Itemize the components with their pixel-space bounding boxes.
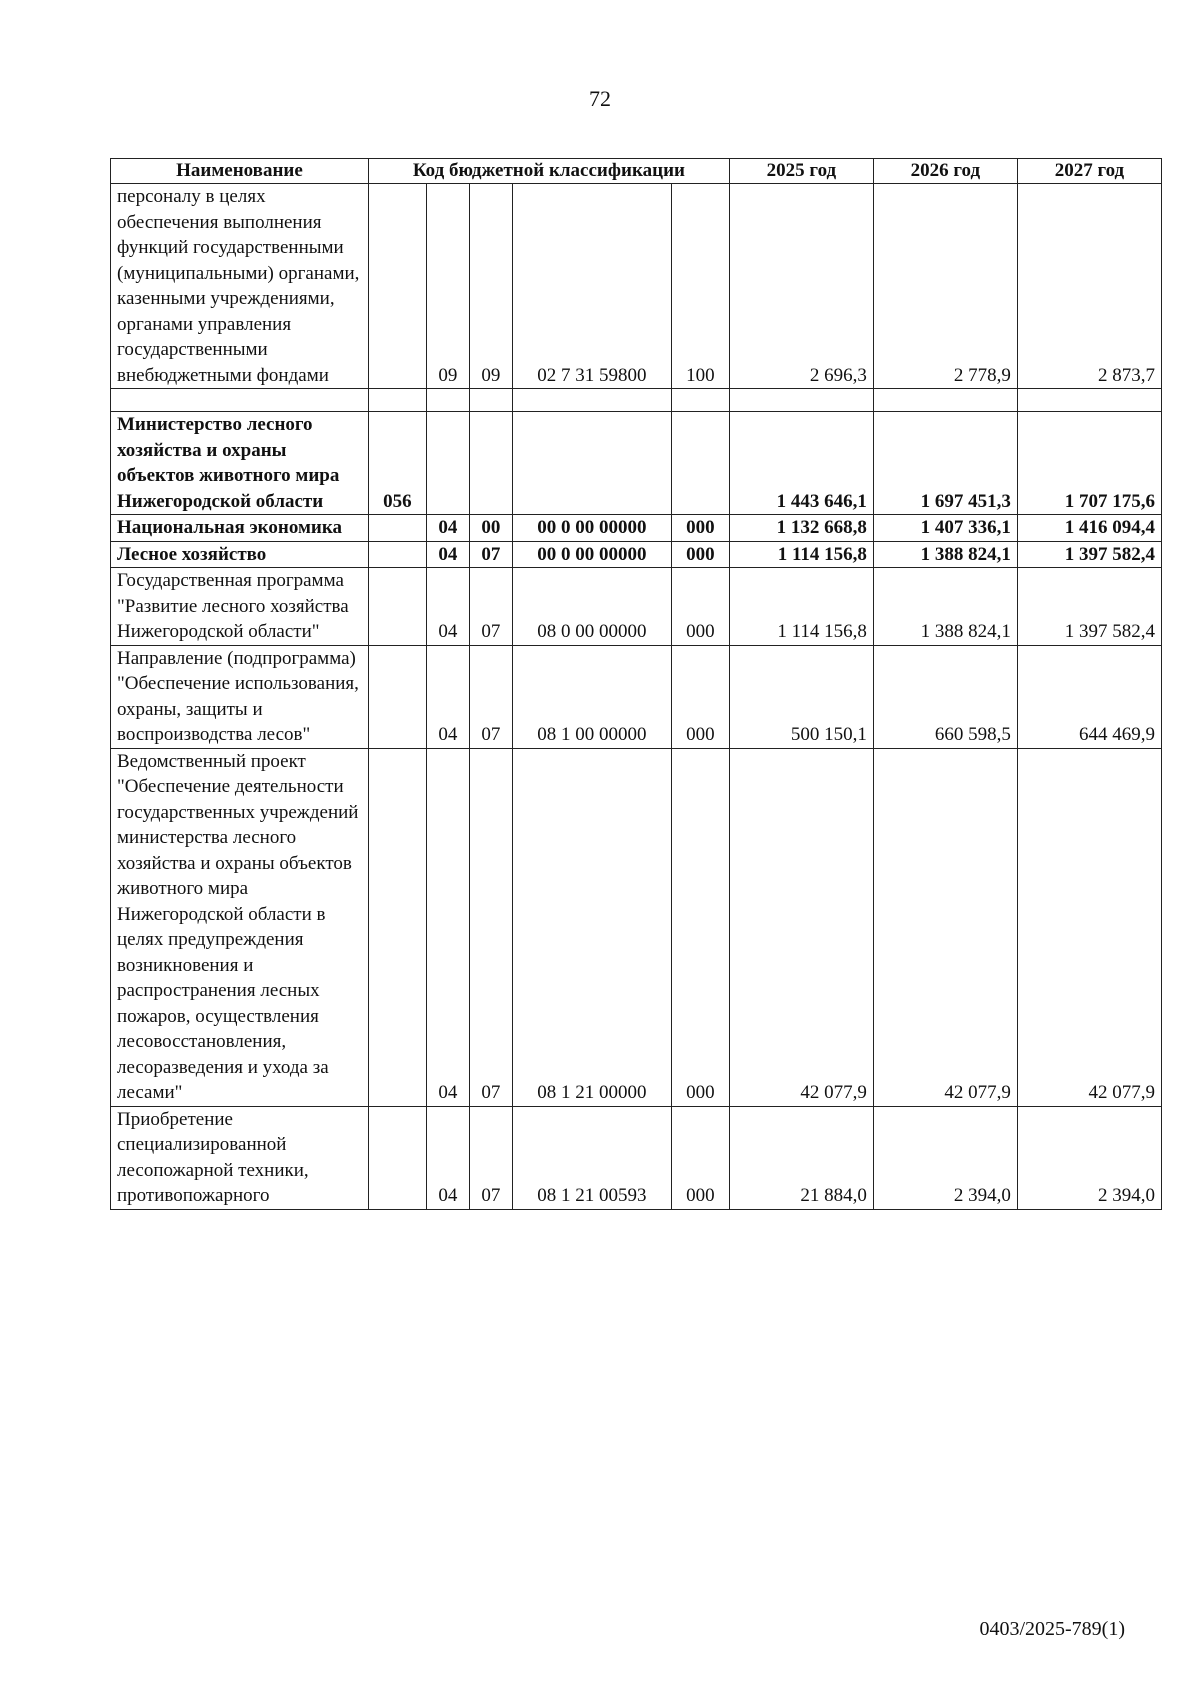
value-2025: 21 884,0 xyxy=(729,1106,873,1209)
table-row xyxy=(111,515,1162,542)
code-subsection: 07 xyxy=(469,541,512,568)
row-name: Приобретение специализированной лесопожарной техники, противопожарного xyxy=(111,1106,369,1209)
header-name: Наименование xyxy=(111,159,369,184)
code-section: 04 xyxy=(426,1106,469,1209)
code-ministry xyxy=(368,748,426,1106)
row-name: Лесное хозяйство xyxy=(111,541,369,568)
document-code: 0403/2025-789(1) xyxy=(979,1618,1125,1640)
value-2026: 2 394,0 xyxy=(873,1106,1017,1209)
code-expense-type: 000 xyxy=(671,568,729,646)
code-subsection: 07 xyxy=(469,568,512,646)
value-2025: 1 114 156,8 xyxy=(729,541,873,568)
value-2027: 1 397 582,4 xyxy=(1017,568,1161,646)
value-2027: 1 416 094,4 xyxy=(1017,515,1161,542)
spacer-row xyxy=(111,389,1162,412)
code-target: 08 1 21 00593 xyxy=(512,1106,671,1209)
code-section: 04 xyxy=(426,748,469,1106)
value-2025: 1 132 668,8 xyxy=(729,515,873,542)
code-target: 00 0 00 00000 xyxy=(512,515,671,542)
code-ministry xyxy=(368,568,426,646)
code-target: 00 0 00 00000 xyxy=(512,541,671,568)
page-number: 72 xyxy=(589,86,611,111)
code-section: 04 xyxy=(426,568,469,646)
code-expense-type: 000 xyxy=(671,541,729,568)
value-2025: 42 077,9 xyxy=(729,748,873,1106)
row-name: Министерство лесного хозяйства и охраны объектов животного мира Нижегородской области xyxy=(111,412,369,515)
table-row xyxy=(111,568,1162,646)
value-2026: 2 778,9 xyxy=(873,184,1017,389)
value-2027: 1 397 582,4 xyxy=(1017,541,1161,568)
table-row xyxy=(111,645,1162,748)
value-2027: 42 077,9 xyxy=(1017,748,1161,1106)
code-target xyxy=(512,412,671,515)
code-ministry xyxy=(368,515,426,542)
header-2026: 2026 год xyxy=(873,159,1017,184)
code-section: 04 xyxy=(426,645,469,748)
code-expense-type: 000 xyxy=(671,515,729,542)
header-2027: 2027 год xyxy=(1017,159,1161,184)
row-name: Направление (подпрограмма) "Обеспечение использования, охраны, защиты и воспроизводства лесов" xyxy=(111,645,369,748)
code-ministry xyxy=(368,184,426,389)
value-2027: 2 394,0 xyxy=(1017,1106,1161,1209)
code-subsection: 09 xyxy=(469,184,512,389)
value-2026: 42 077,9 xyxy=(873,748,1017,1106)
row-name: Национальная экономика xyxy=(111,515,369,542)
code-expense-type: 000 xyxy=(671,1106,729,1209)
code-section: 04 xyxy=(426,515,469,542)
code-expense-type xyxy=(671,412,729,515)
code-expense-type: 000 xyxy=(671,748,729,1106)
code-ministry xyxy=(368,541,426,568)
row-name: Государственная программа "Развитие лесного хозяйства Нижегородской области" xyxy=(111,568,369,646)
header-row xyxy=(111,159,1162,184)
table-row xyxy=(111,184,1162,389)
code-section: 09 xyxy=(426,184,469,389)
code-subsection xyxy=(469,412,512,515)
code-ministry: 056 xyxy=(368,412,426,515)
code-ministry xyxy=(368,645,426,748)
row-name: персоналу в целях обеспечения выполнения функций государственными (муниципальными) органами, казенными учреждениями, органами управления государственными внебюджетными фондами xyxy=(111,184,369,389)
value-2027: 2 873,7 xyxy=(1017,184,1161,389)
code-target: 02 7 31 59800 xyxy=(512,184,671,389)
table-row xyxy=(111,748,1162,1106)
value-2026: 1 388 824,1 xyxy=(873,568,1017,646)
code-expense-type: 100 xyxy=(671,184,729,389)
code-expense-type: 000 xyxy=(671,645,729,748)
budget-table xyxy=(110,158,1162,1210)
code-target: 08 0 00 00000 xyxy=(512,568,671,646)
header-2025: 2025 год xyxy=(729,159,873,184)
value-2026: 1 407 336,1 xyxy=(873,515,1017,542)
code-ministry xyxy=(368,1106,426,1209)
code-section: 04 xyxy=(426,541,469,568)
table-row xyxy=(111,412,1162,515)
value-2025: 2 696,3 xyxy=(729,184,873,389)
value-2025: 1 443 646,1 xyxy=(729,412,873,515)
code-subsection: 07 xyxy=(469,645,512,748)
code-subsection: 00 xyxy=(469,515,512,542)
value-2026: 660 598,5 xyxy=(873,645,1017,748)
value-2027: 1 707 175,6 xyxy=(1017,412,1161,515)
code-section xyxy=(426,412,469,515)
row-name: Ведомственный проект "Обеспечение деятельности государственных учреждений министерства лесного хозяйства и охраны объектов животного мира Нижегородской области в целях предупреждения возникновения и распространения лесных пожаров, осуществления лесовосстановления, лесоразведения и ухода за лесами" xyxy=(111,748,369,1106)
header-code: Код бюджетной классификации xyxy=(368,159,729,184)
code-target: 08 1 00 00000 xyxy=(512,645,671,748)
code-subsection: 07 xyxy=(469,748,512,1106)
table-row xyxy=(111,1106,1162,1209)
value-2025: 500 150,1 xyxy=(729,645,873,748)
code-subsection: 07 xyxy=(469,1106,512,1209)
value-2027: 644 469,9 xyxy=(1017,645,1161,748)
code-target: 08 1 21 00000 xyxy=(512,748,671,1106)
table-row xyxy=(111,541,1162,568)
value-2026: 1 697 451,3 xyxy=(873,412,1017,515)
value-2025: 1 114 156,8 xyxy=(729,568,873,646)
value-2026: 1 388 824,1 xyxy=(873,541,1017,568)
